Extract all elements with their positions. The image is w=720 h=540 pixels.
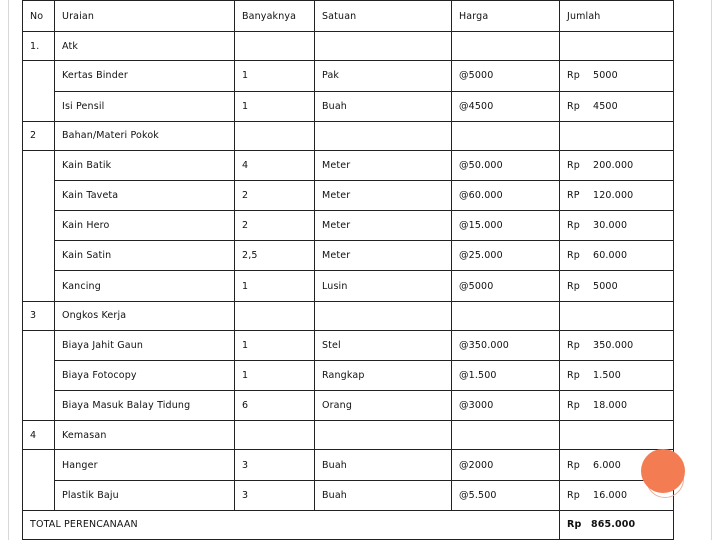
item-jumlah — [560, 61, 674, 91]
item-row — [23, 391, 674, 421]
item-number-cell — [23, 480, 55, 510]
item-banyaknya: 2,5 — [235, 241, 315, 271]
item-amount: 4500 — [593, 100, 618, 112]
section-title: Kemasan — [55, 421, 235, 450]
item-satuan: Meter — [315, 211, 452, 241]
item-number-cell — [23, 211, 55, 241]
item-satuan: Meter — [315, 241, 452, 271]
section-row — [23, 32, 674, 61]
item-harga: @25.000 — [452, 241, 560, 271]
item-harga: @4500 — [452, 91, 560, 121]
section-number: 3 — [23, 301, 55, 330]
item-number-cell — [23, 330, 55, 360]
item-harga: @5.500 — [452, 480, 560, 510]
section-title: Bahan/Materi Pokok — [55, 121, 235, 150]
header-jumlah: Jumlah — [560, 1, 674, 32]
budget-table — [22, 0, 674, 540]
empty-cell — [235, 121, 315, 150]
header-row — [23, 1, 674, 32]
item-number-cell — [23, 61, 55, 91]
item-satuan: Buah — [315, 450, 452, 480]
item-amount: 18.000 — [593, 400, 628, 412]
item-amount: 120.000 — [593, 190, 634, 202]
item-row — [23, 450, 674, 480]
item-jumlah — [560, 241, 674, 271]
section-title: Ongkos Kerja — [55, 301, 235, 330]
item-currency: Rp — [567, 370, 580, 382]
item-uraian: Kain Satin — [55, 241, 235, 271]
section-row — [23, 121, 674, 150]
item-uraian: Biaya Fotocopy — [55, 360, 235, 390]
slide-frame-right — [711, 0, 712, 540]
total-amount: 865.000 — [591, 519, 636, 531]
item-satuan: Stel — [315, 330, 452, 360]
empty-cell — [235, 421, 315, 450]
empty-cell — [452, 301, 560, 330]
item-amount: 1.500 — [593, 370, 621, 382]
item-uraian: Kain Hero — [55, 211, 235, 241]
item-harga: @2000 — [452, 450, 560, 480]
item-harga: @350.000 — [452, 330, 560, 360]
item-jumlah — [560, 211, 674, 241]
empty-cell — [452, 421, 560, 450]
item-harga: @3000 — [452, 391, 560, 421]
item-uraian: Kain Taveta — [55, 180, 235, 210]
empty-cell — [235, 32, 315, 61]
item-satuan: Meter — [315, 180, 452, 210]
item-row — [23, 180, 674, 210]
empty-cell — [315, 301, 452, 330]
item-jumlah — [560, 360, 674, 390]
item-harga: @1.500 — [452, 360, 560, 390]
item-row — [23, 150, 674, 180]
item-number-cell — [23, 360, 55, 390]
item-banyaknya: 3 — [235, 480, 315, 510]
empty-cell — [315, 32, 452, 61]
item-row — [23, 271, 674, 301]
item-banyaknya: 6 — [235, 391, 315, 421]
item-jumlah — [560, 150, 674, 180]
item-harga: @5000 — [452, 271, 560, 301]
item-currency: Rp — [567, 100, 580, 112]
item-currency: Rp — [567, 220, 580, 232]
item-jumlah — [560, 271, 674, 301]
item-banyaknya: 1 — [235, 271, 315, 301]
item-currency: RP — [567, 190, 580, 202]
item-currency: Rp — [567, 459, 580, 471]
item-uraian: Hanger — [55, 450, 235, 480]
item-satuan: Rangkap — [315, 360, 452, 390]
header-uraian: Uraian — [55, 1, 235, 32]
item-amount: 5000 — [593, 70, 618, 82]
item-currency: Rp — [567, 250, 580, 262]
item-row — [23, 241, 674, 271]
item-satuan: Pak — [315, 61, 452, 91]
empty-cell — [315, 121, 452, 150]
item-currency: Rp — [567, 339, 580, 351]
item-harga: @60.000 — [452, 180, 560, 210]
item-satuan: Orang — [315, 391, 452, 421]
empty-cell — [452, 121, 560, 150]
budget-table-body — [23, 1, 674, 540]
item-amount: 200.000 — [593, 159, 634, 171]
item-number-cell — [23, 391, 55, 421]
item-row — [23, 360, 674, 390]
item-number-cell — [23, 180, 55, 210]
item-amount: 60.000 — [593, 250, 628, 262]
item-amount: 30.000 — [593, 220, 628, 232]
item-banyaknya: 3 — [235, 450, 315, 480]
item-number-cell — [23, 91, 55, 121]
decorative-orange-circle — [641, 449, 685, 493]
empty-cell — [452, 32, 560, 61]
item-row — [23, 91, 674, 121]
slide-frame-left — [8, 0, 9, 540]
item-currency: Rp — [567, 489, 580, 501]
header-no: No — [23, 1, 55, 32]
section-number: 4 — [23, 421, 55, 450]
item-banyaknya: 1 — [235, 91, 315, 121]
item-currency: Rp — [567, 280, 580, 292]
total-currency: Rp — [567, 519, 582, 531]
item-row — [23, 211, 674, 241]
item-number-cell — [23, 271, 55, 301]
item-currency: Rp — [567, 400, 580, 412]
item-uraian: Biaya Masuk Balay Tidung — [55, 391, 235, 421]
item-banyaknya: 2 — [235, 211, 315, 241]
section-row — [23, 421, 674, 450]
item-row — [23, 61, 674, 91]
item-harga: @15.000 — [452, 211, 560, 241]
item-uraian: Isi Pensil — [55, 91, 235, 121]
item-uraian: Kain Batik — [55, 150, 235, 180]
item-banyaknya: 1 — [235, 61, 315, 91]
item-jumlah — [560, 91, 674, 121]
empty-cell — [560, 32, 674, 61]
empty-cell — [560, 301, 674, 330]
item-banyaknya: 2 — [235, 180, 315, 210]
section-row — [23, 301, 674, 330]
item-amount: 5000 — [593, 280, 618, 292]
total-amount-cell — [560, 510, 674, 539]
item-uraian: Kertas Binder — [55, 61, 235, 91]
item-row — [23, 480, 674, 510]
item-currency: Rp — [567, 70, 580, 82]
empty-cell — [560, 121, 674, 150]
item-satuan: Buah — [315, 91, 452, 121]
item-row — [23, 330, 674, 360]
item-amount: 16.000 — [593, 489, 628, 501]
header-banyaknya: Banyaknya — [235, 1, 315, 32]
item-banyaknya: 1 — [235, 360, 315, 390]
item-number-cell — [23, 241, 55, 271]
item-jumlah — [560, 391, 674, 421]
item-satuan: Lusin — [315, 271, 452, 301]
item-banyaknya: 4 — [235, 150, 315, 180]
empty-cell — [560, 421, 674, 450]
section-number: 1. — [23, 32, 55, 61]
header-satuan: Satuan — [315, 1, 452, 32]
empty-cell — [235, 301, 315, 330]
empty-cell — [315, 421, 452, 450]
section-number: 2 — [23, 121, 55, 150]
item-currency: Rp — [567, 159, 580, 171]
item-number-cell — [23, 450, 55, 480]
item-satuan: Meter — [315, 150, 452, 180]
item-uraian: Plastik Baju — [55, 480, 235, 510]
item-uraian: Biaya Jahit Gaun — [55, 330, 235, 360]
item-number-cell — [23, 150, 55, 180]
item-satuan: Buah — [315, 480, 452, 510]
header-harga: Harga — [452, 1, 560, 32]
total-label: TOTAL PERENCANAAN — [23, 510, 560, 539]
item-uraian: Kancing — [55, 271, 235, 301]
item-harga: @5000 — [452, 61, 560, 91]
item-amount: 6.000 — [593, 459, 621, 471]
item-banyaknya: 1 — [235, 330, 315, 360]
item-jumlah — [560, 330, 674, 360]
item-amount: 350.000 — [593, 339, 634, 351]
item-jumlah — [560, 180, 674, 210]
total-row — [23, 510, 674, 539]
item-harga: @50.000 — [452, 150, 560, 180]
section-title: Atk — [55, 32, 235, 61]
